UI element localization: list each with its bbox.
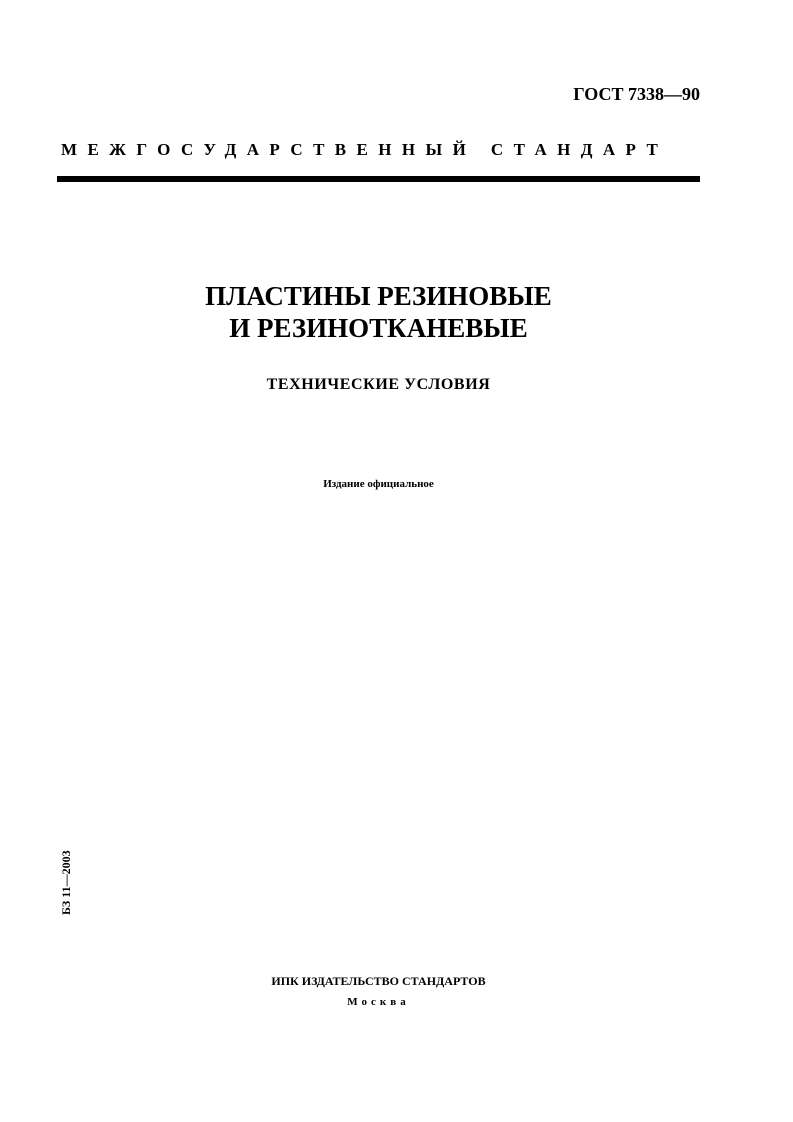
- side-code: БЗ 11—2003: [59, 850, 73, 915]
- document-title: [0, 280, 757, 344]
- document-title-line-2: И РЕЗИНОТКАНЕВЫЕ: [229, 313, 528, 343]
- header-divider: [57, 176, 700, 182]
- standard-type-heading: МЕЖГОСУДАРСТВЕННЫЙ СТАНДАРТ: [61, 140, 669, 159]
- publisher-city: Москва: [347, 996, 410, 1008]
- doc-number: ГОСТ 7338—90: [573, 84, 700, 104]
- document-title-line-1: ПЛАСТИНЫ РЕЗИНОВЫЕ: [205, 281, 552, 311]
- publisher-name: ИПК ИЗДАТЕЛЬСТВО СТАНДАРТОВ: [271, 974, 486, 988]
- edition-note: Издание официальное: [323, 478, 434, 490]
- document-subtitle: ТЕХНИЧЕСКИЕ УСЛОВИЯ: [266, 376, 491, 393]
